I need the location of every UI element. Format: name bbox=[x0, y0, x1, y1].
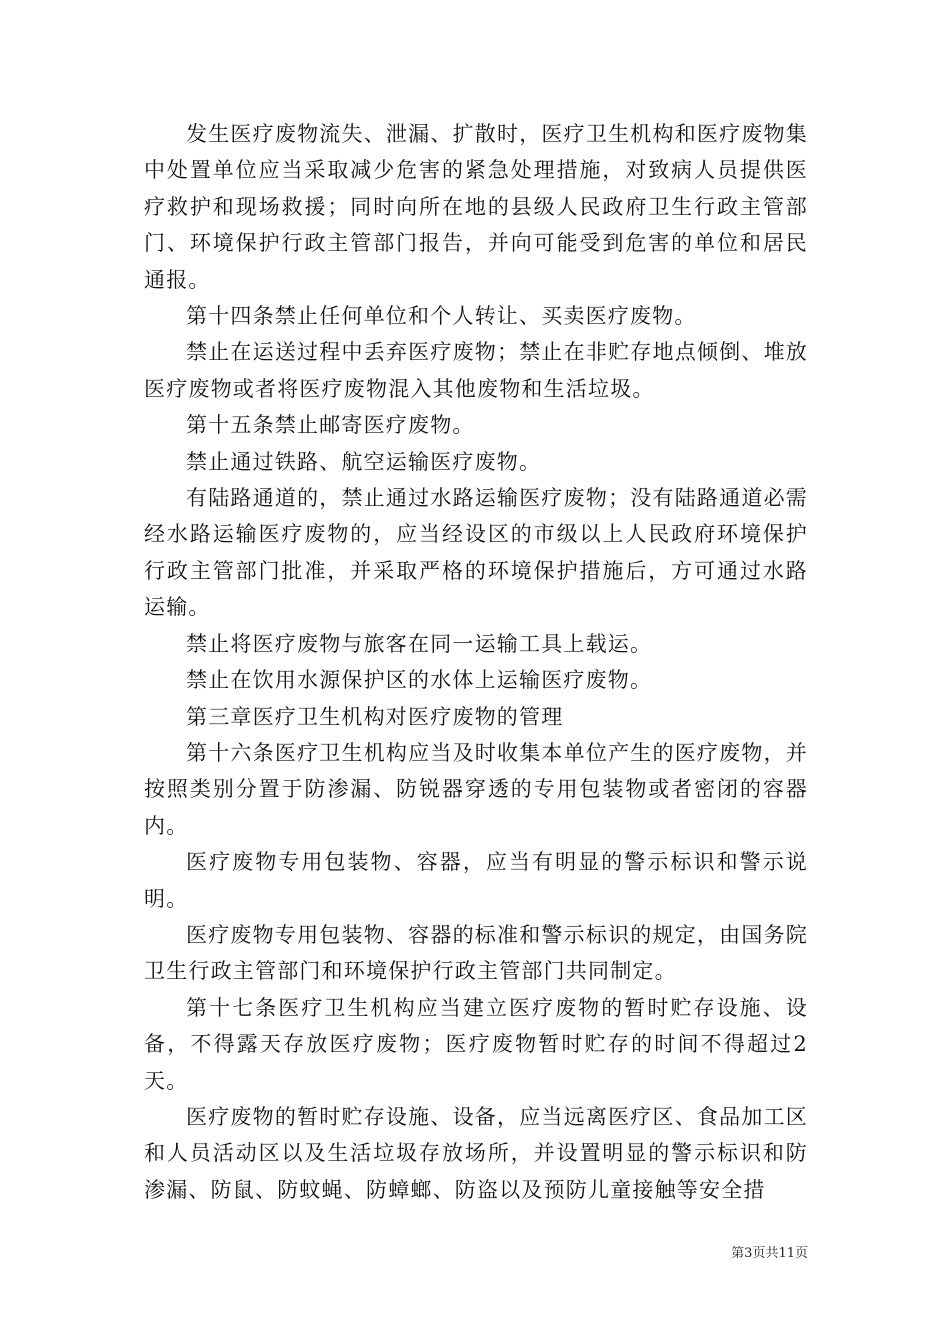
paragraph: 第十四条禁止任何单位和个人转让、买卖医疗废物。 bbox=[186, 304, 697, 329]
paragraph: 医疗废物专用包装物、容器的标准和警示标识的规定，由国务院卫生行政主管部门和环境保护行政主管部门共同制定。 bbox=[144, 922, 808, 984]
paragraph: 有陆路通道的，禁止通过水路运输医疗废物；没有陆路通道必需经水路运输医疗废物的，应当经设区的市级以上人民政府环境保护行政主管部门批准，并采取严格的环境保护措施后，方可通过水路运输。 bbox=[144, 486, 808, 620]
document-body bbox=[144, 116, 808, 1208]
paragraph: 第十六条医疗卫生机构应当及时收集本单位产生的医疗废物，并按照类别分置于防渗漏、防锐器穿透的专用包装物或者密闭的容器内。 bbox=[144, 740, 808, 838]
paragraph: 禁止将医疗废物与旅客在同一运输工具上载运。 bbox=[186, 631, 653, 656]
paragraph: 禁止在运送过程中丢弃医疗废物；禁止在非贮存地点倾倒、堆放医疗废物或者将医疗废物混入其他废物和生活垃圾。 bbox=[144, 340, 808, 401]
paragraph: 禁止通过铁路、航空运输医疗废物。 bbox=[186, 449, 542, 474]
paragraph: 医疗废物的暂时贮存设施、设备，应当远离医疗区、食品加工区和人员活动区以及生活垃圾存放场所，并设置明显的警示标识和防渗漏、防鼠、防蚊蝇、防蟑螂、防盗以及预防儿童接触等安全措 bbox=[144, 1104, 808, 1202]
paragraph: 第十五条禁止邮寄医疗废物。 bbox=[186, 413, 475, 438]
page-number: 第3页共11页 bbox=[731, 1246, 808, 1261]
paragraph: 医疗废物专用包装物、容器，应当有明显的警示标识和警示说明。 bbox=[144, 850, 808, 911]
paragraph: 禁止在饮用水源保护区的水体上运输医疗废物。 bbox=[186, 668, 653, 693]
chapter-heading: 第三章医疗卫生机构对医疗废物的管理 bbox=[186, 704, 564, 729]
paragraph: 第十七条医疗卫生机构应当建立医疗废物的暂时贮存设施、设备，不得露天存放医疗废物；医疗废物暂时贮存的时间不得超过2天。 bbox=[144, 995, 808, 1093]
paragraph: 发生医疗废物流失、泄漏、扩散时，医疗卫生机构和医疗废物集中处置单位应当采取减少危害的紧急处理措施，对致病人员提供医疗救护和现场救援；同时向所在地的县级人民政府卫生行政主管部门、环境保护行政主管部门报告，并向可能受到危害的单位和居民通报。 bbox=[144, 122, 808, 292]
